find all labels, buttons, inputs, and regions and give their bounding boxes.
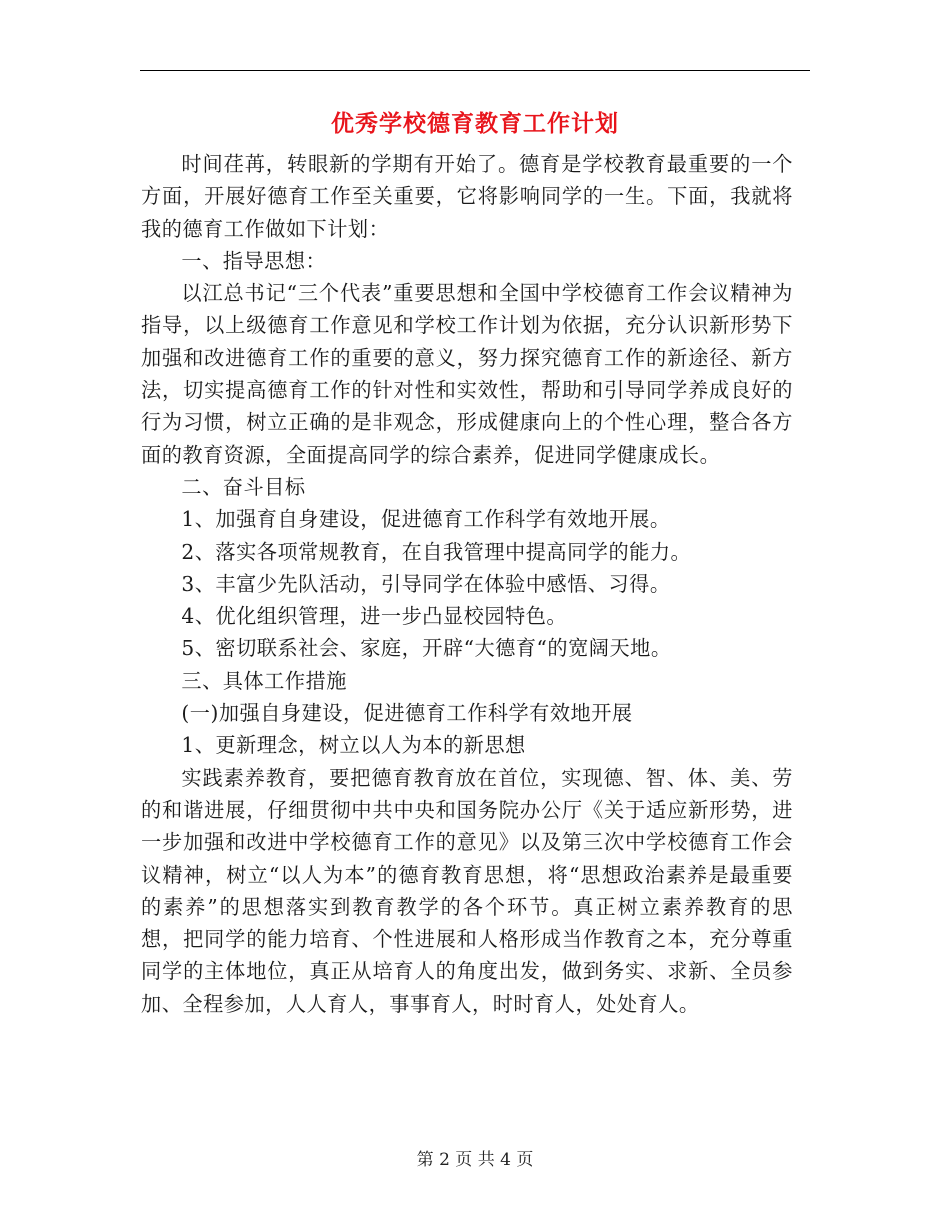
- sub-item-heading-1: 1、更新理念，树立以人为本的新思想: [181, 733, 526, 758]
- document-title: 优秀学校德育教育工作计划: [331, 110, 619, 137]
- practice-paragraph: 实践素养教育，要把德育教育放在首位，实现德、智、体、美、劳的和谐进展，仔细贯彻中共中央和国务院办公厅《关于适应新形势，进一步加强和改进中学校德育工作的意见》以及第三次中学校德育工作会议精神，树立“以人为本”的德育教育思想，将“思想政治素养是最重要的素养”的思想落实到教育教学的各个环节。真正树立素养教育的思想，把同学的能力培育、个性进展和人格形成当作教育之本，充分尊重同学的主体地位，真正从培育人的角度出发，做到务实、求新、全员参加、全程参加，人人育人，事事育人，时时育人，处处育人。: [141, 765, 793, 1016]
- goal-item-4: 4、优化组织管理，进一步凸显校园特色。: [181, 604, 568, 629]
- section-heading-measures: 三、具体工作措施: [181, 668, 347, 693]
- header-rule: [140, 70, 810, 71]
- document-body: [141, 148, 793, 1020]
- section-heading-goals: 二、奋斗目标: [181, 474, 306, 499]
- guiding-ideology-paragraph: 以江总书记“三个代表”重要思想和全国中学校德育工作会议精神为指导，以上级德育工作意见和学校工作计划为依据，充分认识新形势下加强和改进德育工作的重要的意义，努力探究德育工作的新途径、新方法，切实提高德育工作的针对性和实效性，帮助和引导同学养成良好的行为习惯，树立正确的是非观念，形成健康向上的个性心理，整合各方面的教育资源，全面提高同学的综合素养，促进同学健康成长。: [141, 281, 793, 467]
- subsection-heading-1: (一)加强自身建设，促进德育工作科学有效地开展: [181, 701, 633, 726]
- goal-item-2: 2、落实各项常规教育，在自我管理中提高同学的能力。: [181, 539, 692, 564]
- section-heading-guiding-ideology: 一、指导思想：: [181, 248, 327, 273]
- goal-item-1: 1、加强育自身建设，促进德育工作科学有效地开展。: [181, 507, 671, 532]
- goal-item-3: 3、丰富少先队活动，引导同学在体验中感悟、习得。: [181, 571, 671, 596]
- goal-item-5: 5、密切联系社会、家庭，开辟“大德育“的宽阔天地。: [181, 636, 672, 661]
- page-footer: 第 2 页 共 4 页: [416, 1150, 534, 1170]
- intro-paragraph: 时间荏苒，转眼新的学期有开始了。德育是学校教育最重要的一个方面，开展好德育工作至关重要，它将影响同学的一生。下面，我就将我的德育工作做如下计划：: [141, 152, 793, 241]
